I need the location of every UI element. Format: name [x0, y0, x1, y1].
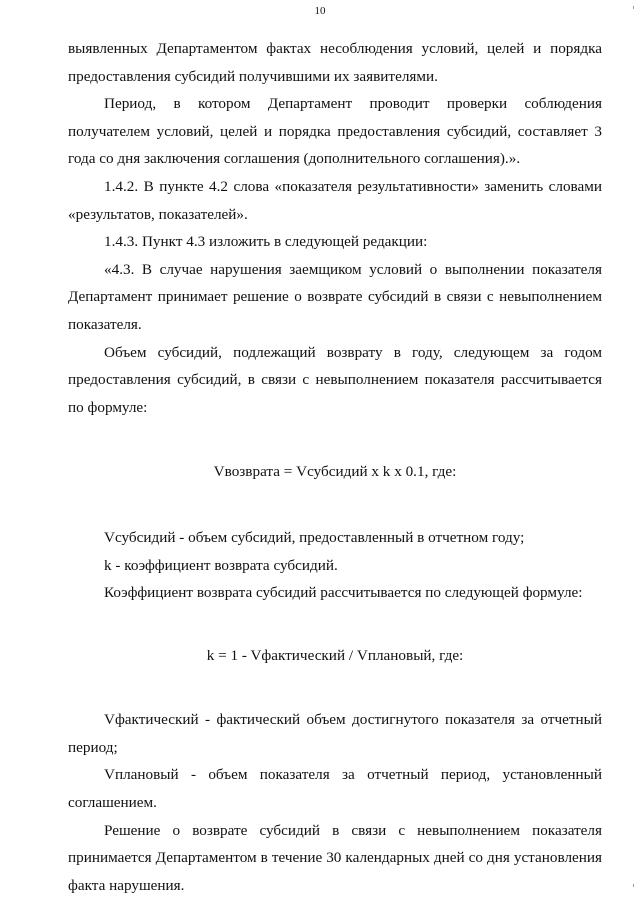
document-body	[68, 35, 602, 899]
definition-v-subsidies: Vсубсидий - объем субсидий, предоставленный в отчетном году;	[104, 528, 525, 546]
definition-v-planned: Vплановый - объем показателя за отчетный период, установленный соглашением.	[68, 766, 602, 812]
scan-edge-mark-bottom	[633, 884, 634, 887]
paragraph-coefficient: Коэффициент возврата субсидий рассчитывается по следующей формуле:	[104, 584, 583, 602]
paragraph-refund-volume: Объем субсидий, подлежащий возврату в году, следующем за годом предоставления субсидий, в связи с невыполнением показателя рассчитывается по формуле:	[68, 343, 602, 416]
definition-k: k - коэффициент возврата субсидий.	[104, 556, 338, 574]
paragraph-4-3: «4.3. В случае нарушения заемщиком условий о выполнении показателя Департамент принимает решение о возврате субсидий в связи с невыполнением показателя.	[68, 260, 602, 333]
page-number: 10	[314, 5, 326, 17]
formula-coefficient: k = 1 - Vфактический / Vплановый, где:	[206, 646, 464, 664]
definition-v-actual: Vфактический - фактический объем достигнутого показателя за отчетный период;	[68, 711, 602, 756]
scan-edge-mark-top	[633, 6, 634, 9]
paragraph-continued: выявленных Департаментом фактах несоблюдения условий, целей и порядка предоставления субсидий получившими их заявителями.	[68, 40, 602, 85]
paragraph-1-4-3: 1.4.3. Пункт 4.3 изложить в следующей редакции:	[104, 233, 428, 251]
formula-refund: Vвозврата = Vсубсидий x k x 0.1, где:	[213, 463, 457, 481]
paragraph-1-4-2: 1.4.2. В пункте 4.2 слова «показателя результативности» заменить словами «результатов, показателей».	[68, 177, 602, 223]
paragraph-refund-decision: Решение о возврате субсидий в связи с невыполнением показателя принимается Департаментом в течение 30 календарных дней со дня установления факта нарушения.	[68, 821, 602, 894]
paragraph-inspection-period: Период, в котором Департамент проводит проверки соблюдения получателем условий, целей и порядка предоставления субсидий, составляет 3 года со дня заключения соглашения (дополнительного соглашения).».	[68, 95, 602, 168]
